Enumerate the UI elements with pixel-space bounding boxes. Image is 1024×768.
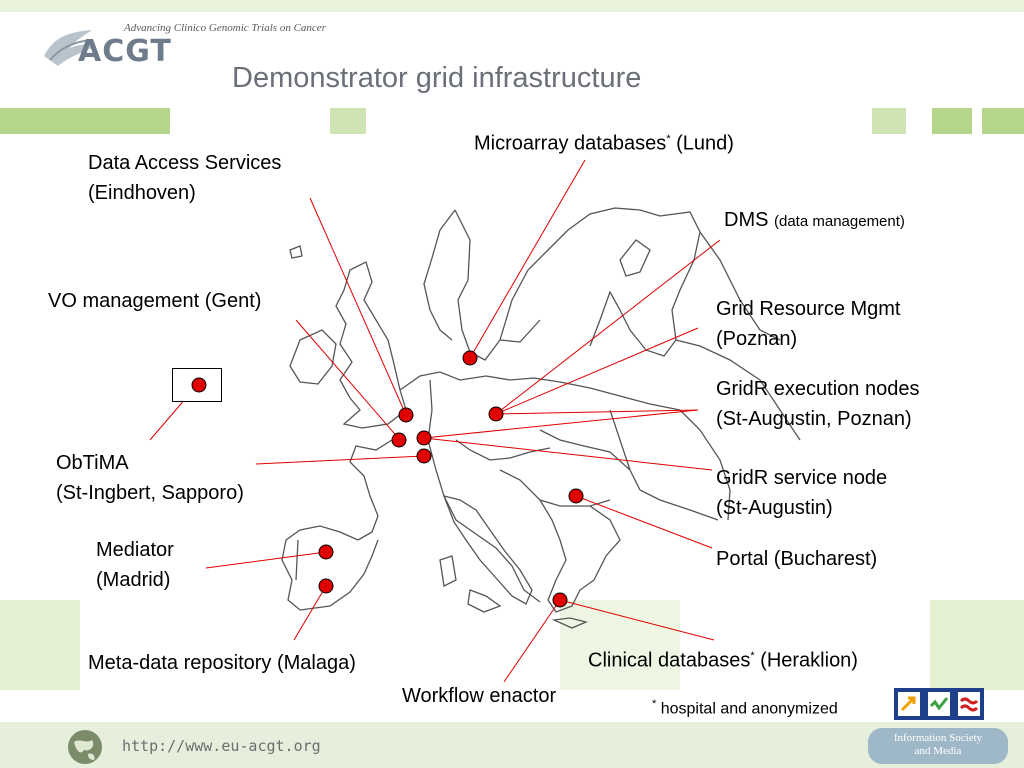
label-mediator: Mediator (Madrid) xyxy=(96,539,174,591)
marker-madrid xyxy=(319,545,333,559)
label-microarray: Microarray databases* (Lund) xyxy=(474,132,734,155)
marker-st-augustin xyxy=(417,431,431,445)
ist-wave-icon xyxy=(954,688,984,720)
marker-gent xyxy=(392,433,406,447)
label-gridr-service: GridR service node (St-Augustin) xyxy=(716,467,888,519)
ist-check-icon xyxy=(924,688,954,720)
logo-text: ACGT xyxy=(78,34,172,69)
marker-sapporo xyxy=(190,376,208,394)
label-obtima: ObTiMA (St-Ingbert, Sapporo) xyxy=(56,452,244,504)
label-metadata: Meta-data repository (Malaga) xyxy=(88,652,356,674)
page-title: Demonstrator grid infrastructure xyxy=(232,62,642,94)
label-portal: Portal (Bucharest) xyxy=(716,548,878,570)
marker-malaga xyxy=(319,579,333,593)
label-gridr-execution: GridR execution nodes (St-Augustin, Poznan) xyxy=(716,378,920,430)
marker-st-ingbert xyxy=(417,449,431,463)
location-markers xyxy=(319,351,583,607)
label-dms: DMS (data management) xyxy=(724,209,905,231)
label-grid-resource: Grid Resource Mgmt (Poznan) xyxy=(716,298,901,350)
label-clinical: Clinical databases* (Heraklion) xyxy=(588,649,858,672)
footer-url-link[interactable]: http://www.eu-acgt.org xyxy=(122,737,321,755)
ist-text: Information Society and Media xyxy=(893,732,983,757)
label-vo-management: VO management (Gent) xyxy=(48,290,262,312)
label-workflow: Workflow enactor xyxy=(402,685,557,707)
marker-bucharest xyxy=(569,489,583,503)
footnote: * hospital and anonymized xyxy=(652,698,838,718)
globe-icon xyxy=(66,728,104,766)
label-data-access: Data Access Services (Eindhoven) xyxy=(88,152,282,204)
tagline: Advancing Clinico Genomic Trials on Cancer xyxy=(124,22,326,34)
marker-eindhoven xyxy=(399,408,413,422)
marker-heraklion xyxy=(553,593,567,607)
marker-lund xyxy=(463,351,477,365)
ist-icons xyxy=(894,688,984,718)
leader-lines xyxy=(150,160,720,682)
ist-arrow-icon xyxy=(894,688,924,720)
marker-poznan xyxy=(489,407,503,421)
